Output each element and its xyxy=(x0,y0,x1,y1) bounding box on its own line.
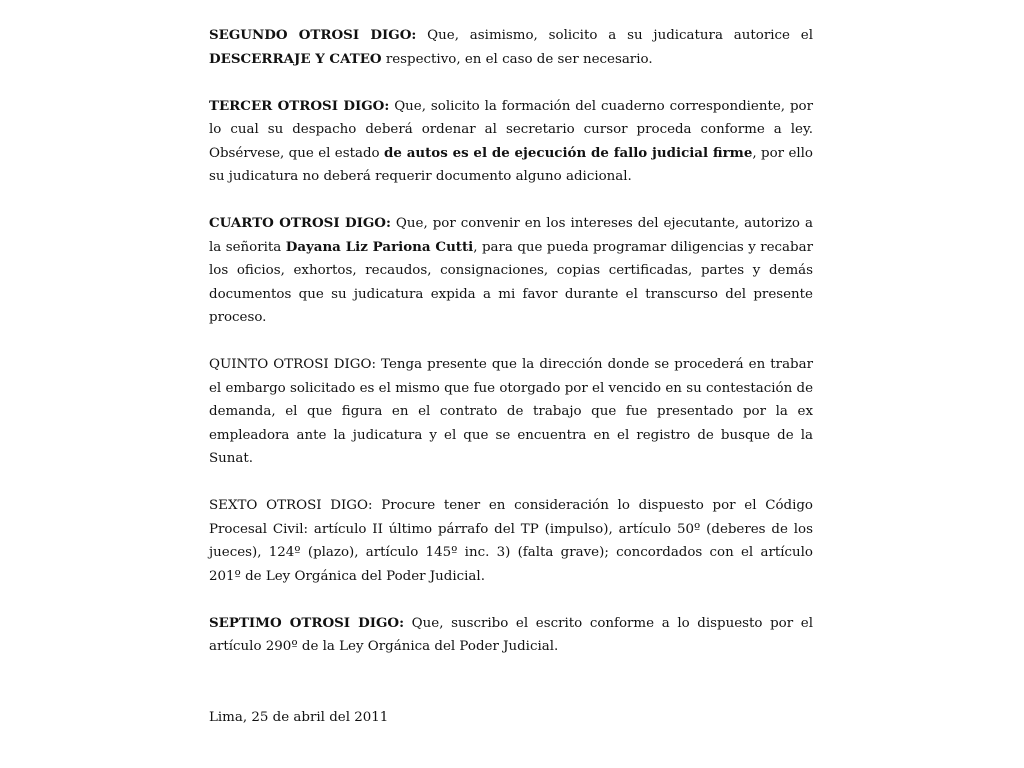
paragraph-sexto xyxy=(209,494,813,588)
paragraph-heading: SEXTO OTROSI DIGO xyxy=(209,498,368,513)
paragraph-heading: SEPTIMO OTROSI DIGO: xyxy=(209,614,405,631)
emphasized-text: de autos es el de ejecución de fallo judicial firme xyxy=(384,144,753,161)
emphasized-text: DESCERRAJE Y CATEO xyxy=(209,50,382,67)
paragraph-septimo xyxy=(209,612,813,659)
body-text: respectivo, en el caso de ser necesario. xyxy=(381,51,653,67)
body-text: Que, por convenir en los intereses del ejecutante, autorizo a la señorita xyxy=(209,216,813,255)
body-text: : Procure tener en consideración lo dispuesto por el Código Procesal Civil: artículo II último párrafo del TP (impulso), artículo 50º (deberes de los jueces), 124º (plazo), artículo 145º inc. 3) (falta grave); concordados con el artículo 201º de Ley Orgánica del Poder Judicial. xyxy=(209,498,813,584)
body-text: , por ello su judicatura no deberá requerir documento alguno adicional. xyxy=(209,145,813,184)
paragraph-heading: SEGUNDO OTROSI DIGO: xyxy=(209,27,417,43)
paragraph-cuarto xyxy=(209,212,813,330)
paragraph-heading: CUARTO OTROSI DIGO: xyxy=(209,215,391,231)
spacer xyxy=(209,682,813,706)
paragraph-heading: TERCER OTROSI DIGO: xyxy=(209,97,390,114)
emphasized-text: Dayana Liz Pariona Cutti xyxy=(285,238,474,255)
paragraph-quinto xyxy=(209,353,813,471)
body-text: Que, asimismo, solicito a su judicatura autorice el xyxy=(416,28,814,43)
body-text: , para que pueda programar diligencias y recabar los oficios, exhortos, recaudos, consignaciones, copias certificadas, partes y demás documentos que su judicatura expida a mi favor durante el transcurso del presente proceso. xyxy=(209,239,813,325)
body-text: Que, solicito la formación del cuaderno correspondiente, por lo cual su despacho deberá ordenar al secretario cursor proceda conforme a ley. Obsérvese, que el estado xyxy=(209,98,814,161)
document-page xyxy=(209,24,813,753)
body-text: : Tenga presente que la dirección donde se procederá en trabar el embargo solicitado es el mismo que fue otorgado por el vencido en su contestación de demanda, el que figura en el contrato de trabajo que fue presentado por la ex empleadora ante la judicatura y el que se encuentra en el registro de busque de la Sunat. xyxy=(209,357,814,466)
paragraph-segundo xyxy=(209,24,813,71)
body-text: Que, suscribo el escrito conforme a lo dispuesto por el artículo 290º de la Ley Orgánica del Poder Judicial. xyxy=(209,615,813,654)
otrosi-paragraphs xyxy=(209,24,813,659)
date-signature-line: Lima, 25 de abril del 2011 xyxy=(209,710,389,725)
paragraph-heading: QUINTO OTROSI DIGO xyxy=(209,357,372,372)
paragraph-tercer xyxy=(209,95,813,189)
